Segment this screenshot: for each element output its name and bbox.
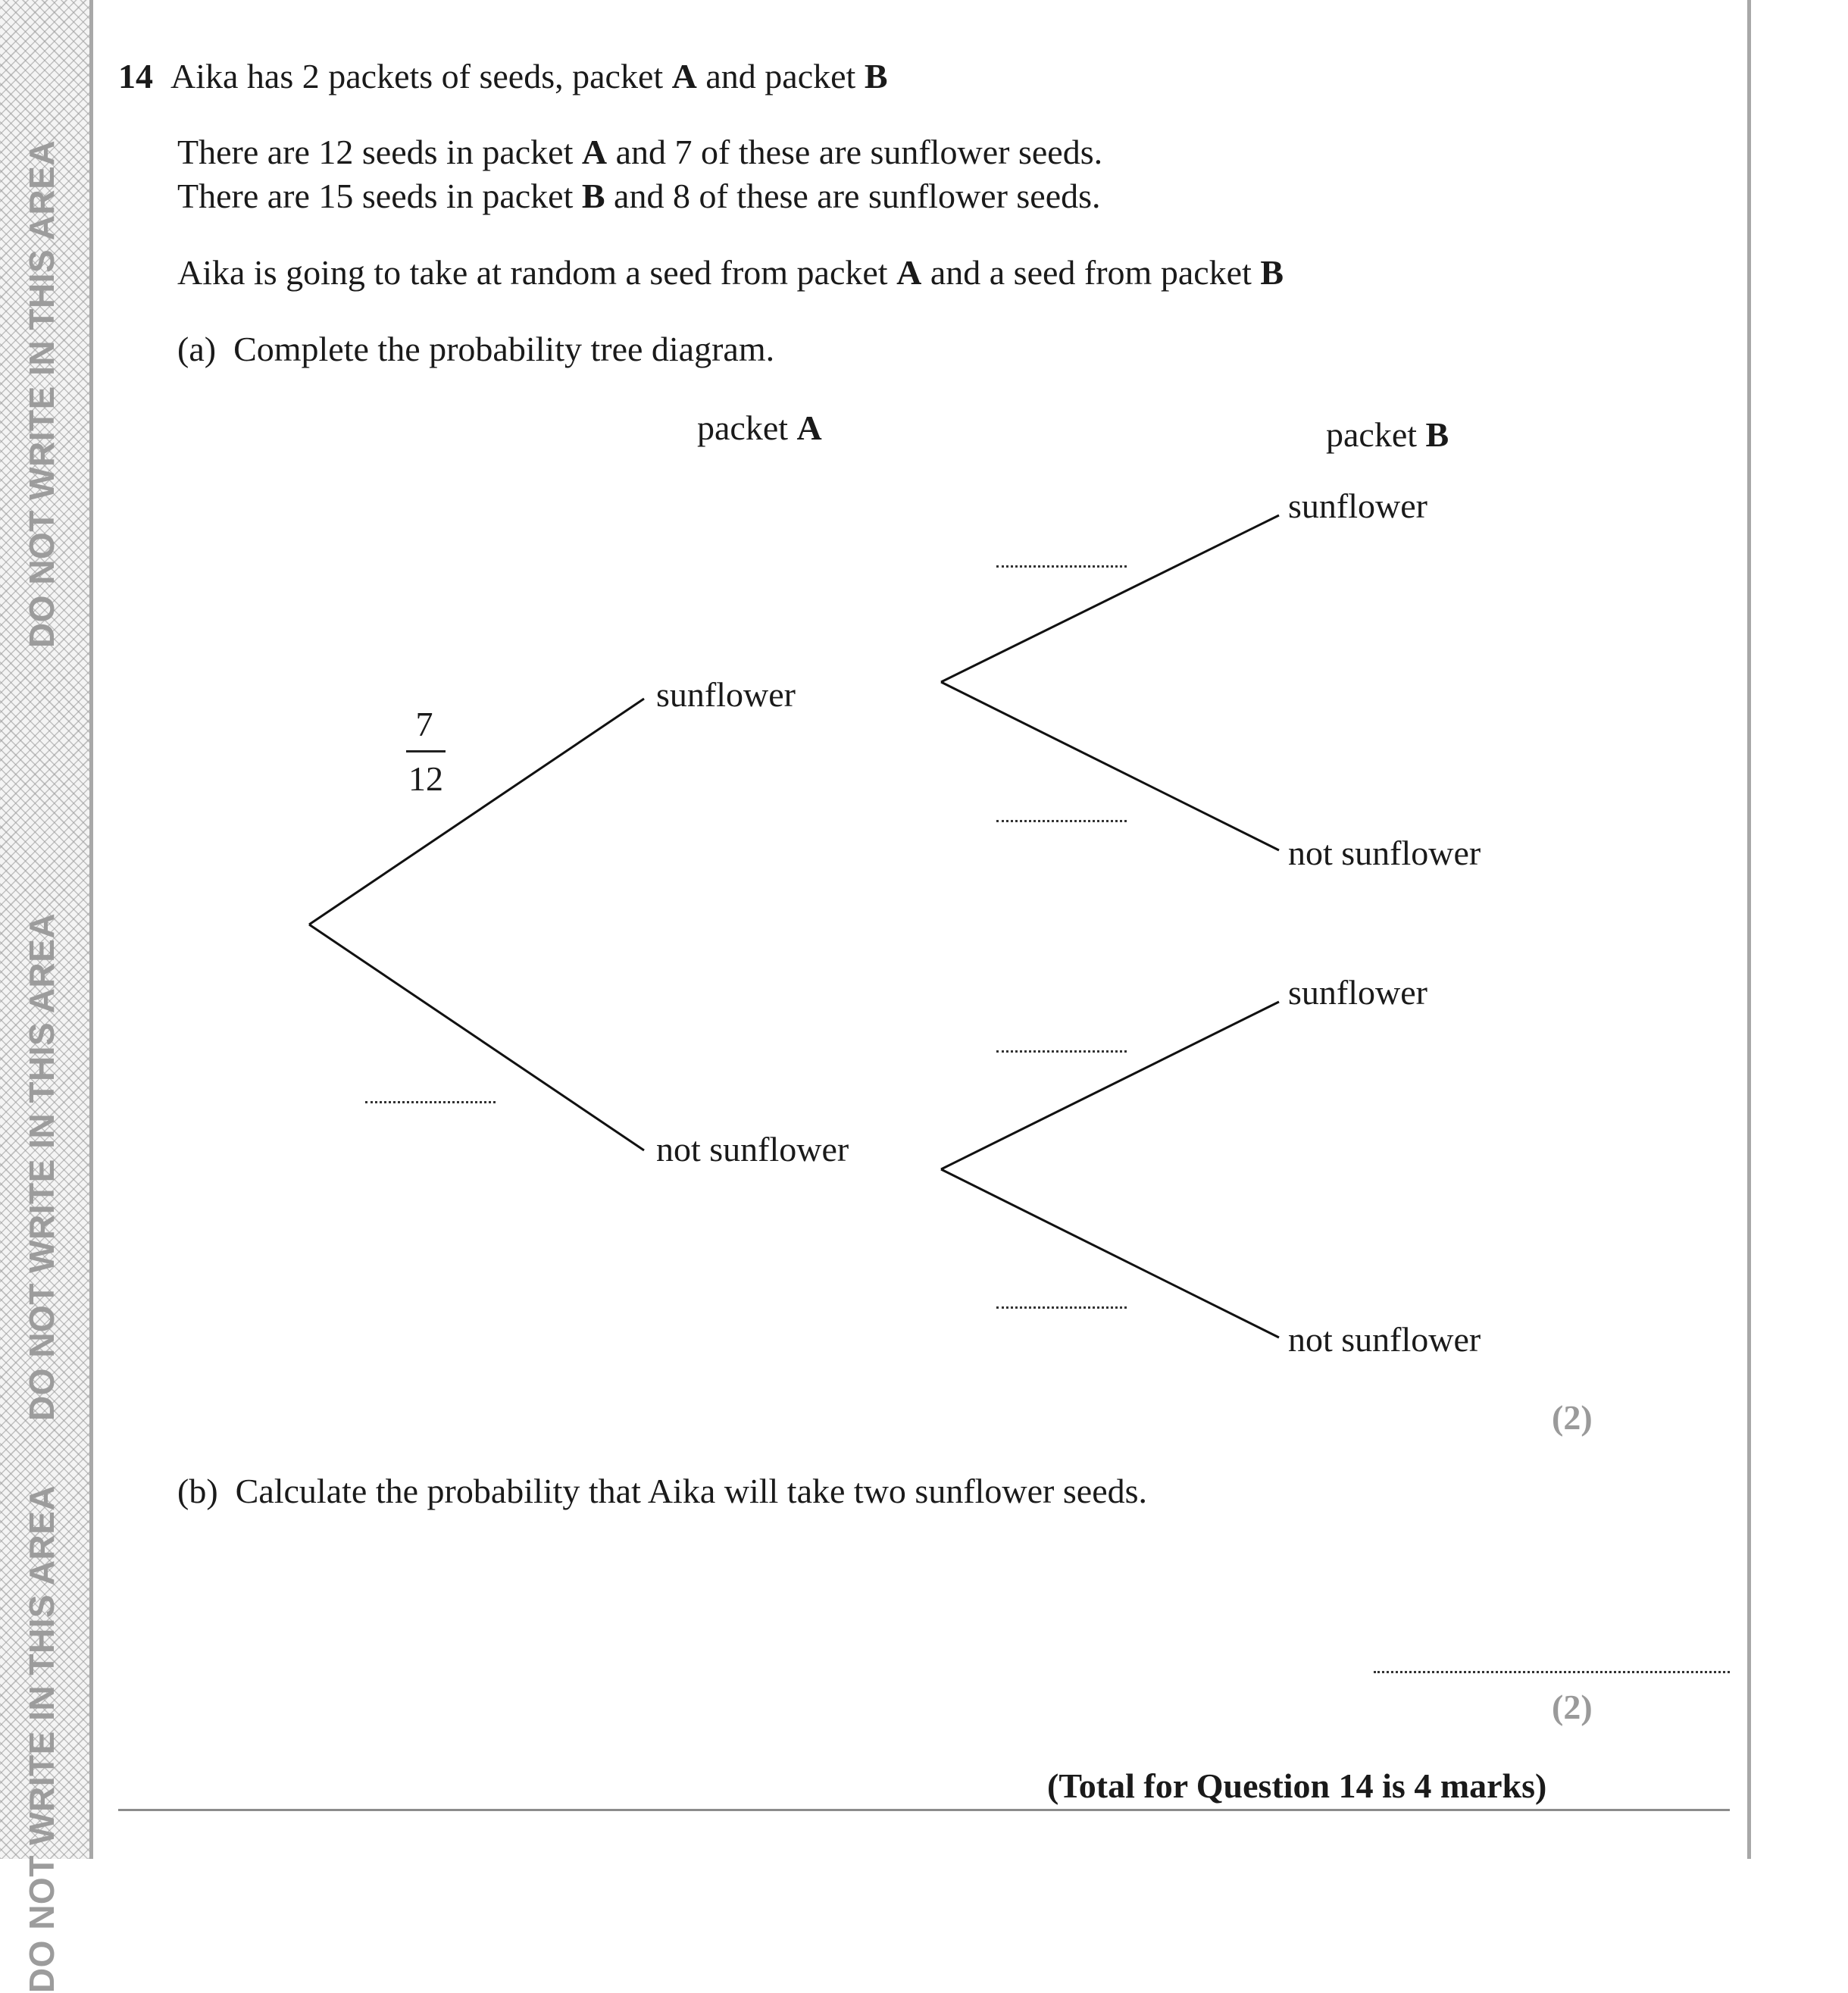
question-total: (Total for Question 14 is 4 marks)	[1047, 1766, 1547, 1805]
question-line-packet-a: There are 12 seeds in packet A and 7 of these are sunflower seeds.	[177, 133, 1103, 171]
question-end-rule	[118, 1809, 1730, 1811]
branch-b1-sunflower	[941, 515, 1279, 682]
part-a-marks: (2)	[1552, 1398, 1593, 1437]
part-b-instruction: (b) Calculate the probability that Aika will take two sunflower seeds.	[177, 1472, 1148, 1510]
branch-b2-not-sunflower	[941, 1169, 1279, 1338]
part-b-label: (b)	[177, 1472, 218, 1510]
question-line-packet-b: There are 15 seeds in packet B and 8 of these are sunflower seeds.	[177, 177, 1101, 215]
tree-header-packet-b: packet B	[1326, 415, 1449, 454]
fraction-bar	[406, 750, 446, 752]
outcome-b1-not-sunflower: not sunflower	[1288, 834, 1481, 872]
part-a-label: (a)	[177, 330, 217, 368]
branch-b2-sunflower	[941, 1002, 1279, 1169]
answer-line-part-b[interactable]	[1374, 1671, 1730, 1673]
answer-blank-a-not-sunflower[interactable]	[365, 1101, 496, 1103]
question-line-random: Aika is going to take at random a seed from packet A and a seed from packet B	[177, 253, 1284, 292]
outcome-b2-not-sunflower: not sunflower	[1288, 1320, 1481, 1359]
answer-blank-b1-not-sunflower[interactable]	[996, 820, 1127, 822]
margin-warning: DO NOT WRITE IN THIS AREA	[22, 139, 61, 649]
answer-blank-b2-sunflower[interactable]	[996, 1050, 1127, 1053]
outcome-a-sunflower: sunflower	[656, 675, 796, 714]
branch-a-sunflower	[309, 699, 644, 925]
outcome-b1-sunflower: sunflower	[1288, 487, 1427, 525]
tree-header-packet-a: packet A	[697, 408, 822, 447]
fraction-denominator: 12	[408, 759, 443, 798]
part-a-instruction: (a) Complete the probability tree diagram.	[177, 330, 775, 368]
answer-blank-b2-not-sunflower[interactable]	[996, 1306, 1127, 1309]
branch-b1-not-sunflower	[941, 682, 1279, 850]
margin-warning: DO NOT WRITE IN THIS AREA	[22, 912, 61, 1422]
question-intro: 14 Aika has 2 packets of seeds, packet A and packet B	[118, 57, 888, 95]
question-number: 14	[118, 57, 153, 95]
outcome-b2-sunflower: sunflower	[1288, 973, 1427, 1012]
outcome-a-not-sunflower: not sunflower	[656, 1130, 849, 1169]
branch-a-not-sunflower	[309, 925, 644, 1150]
margin-warning: DO NOT WRITE IN THIS AREA	[22, 1485, 61, 1993]
part-b-marks: (2)	[1552, 1688, 1593, 1726]
answer-blank-b1-sunflower[interactable]	[996, 565, 1127, 568]
